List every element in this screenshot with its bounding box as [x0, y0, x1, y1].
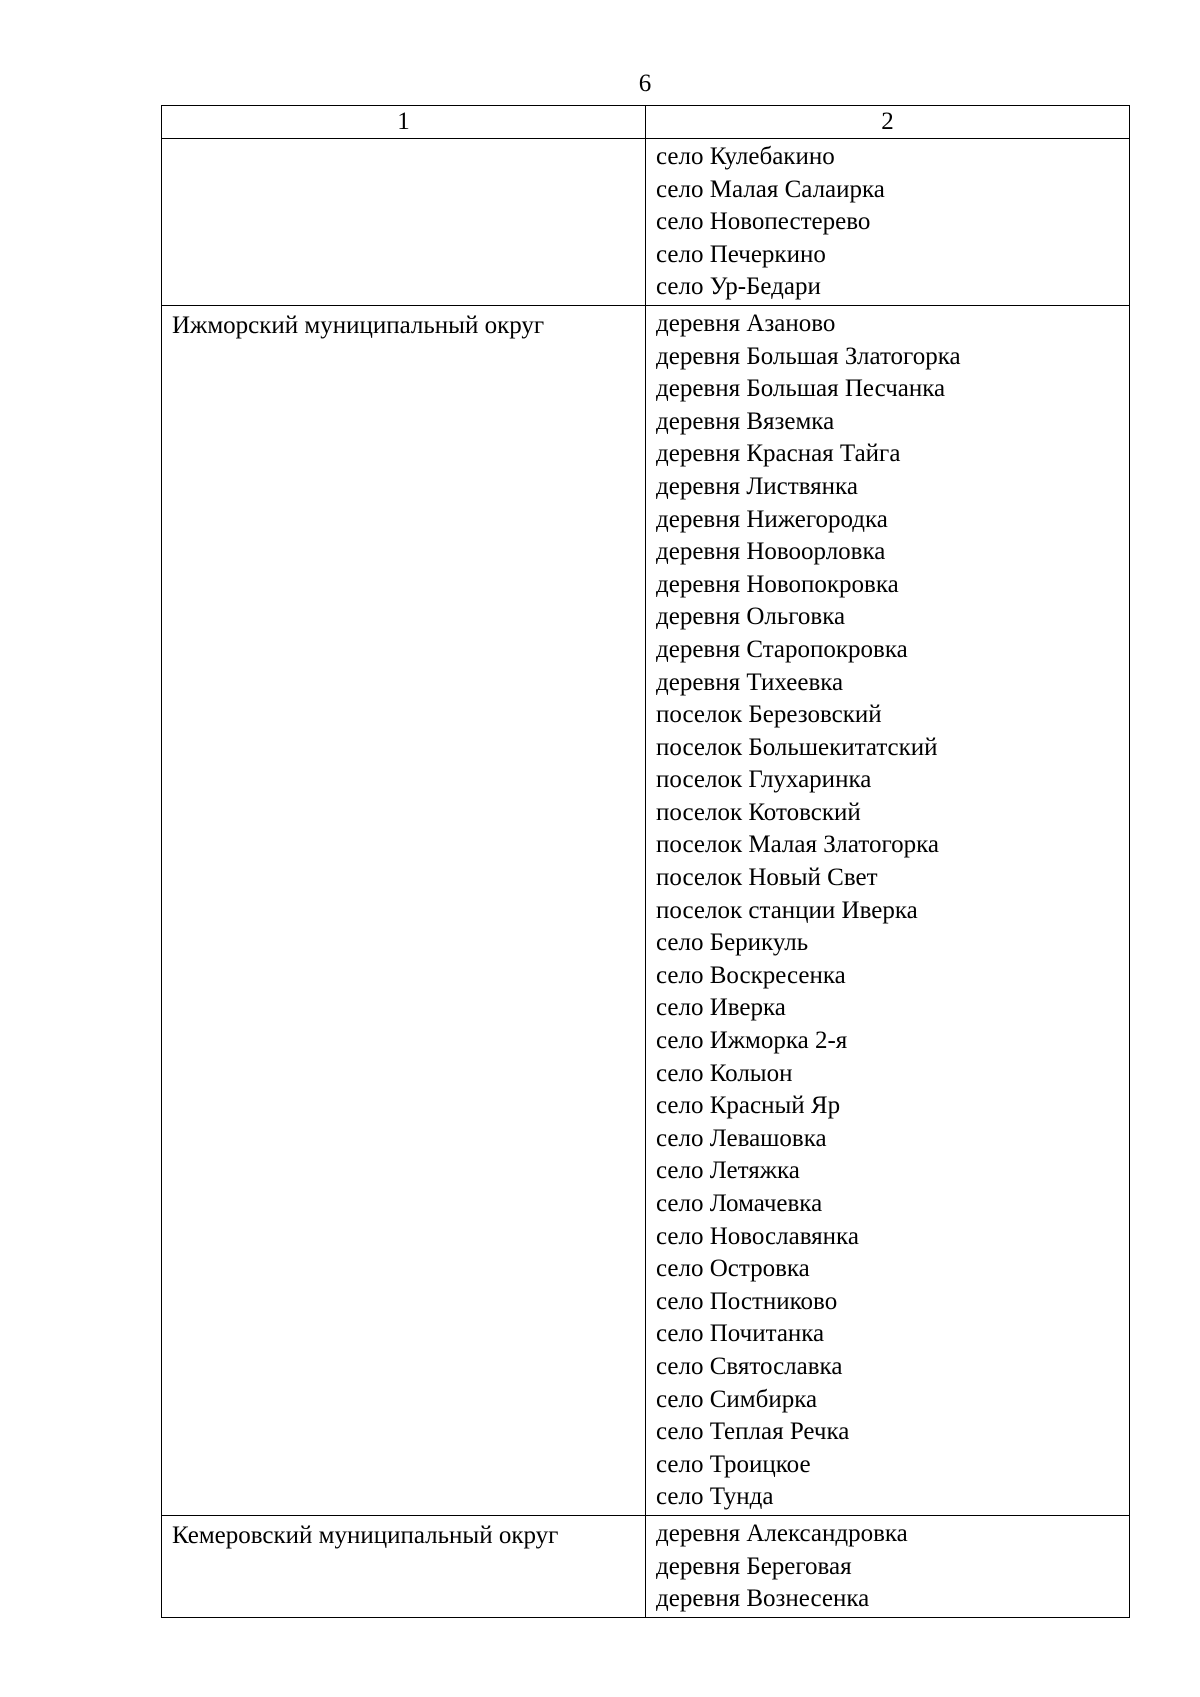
settlement-name: село Малая Салаирка — [656, 175, 885, 203]
settlement-name: деревня Новоорловка — [656, 538, 886, 566]
district-cell: Ижморский муниципальный округ — [162, 305, 646, 1515]
settlement-name: деревня Нижегородка — [656, 505, 888, 533]
settlement-name: поселок Котовский — [656, 798, 861, 826]
settlement-name: деревня Листвянка — [656, 472, 858, 500]
district-cell — [162, 139, 646, 306]
settlement-name: деревня Береговая — [656, 1552, 852, 1580]
settlement-name: село Новопестерево — [656, 208, 871, 236]
settlement-name: деревня Большая Златогорка — [656, 342, 961, 370]
settlement-name: село Красный Яр — [656, 1092, 841, 1120]
settlement-name: село Святославка — [656, 1352, 843, 1380]
table-row — [162, 305, 1130, 1515]
page-number: 6 — [638, 70, 652, 97]
settlement-name: поселок Малая Златогорка — [656, 831, 939, 859]
settlement-name: деревня Старопокровка — [656, 635, 908, 663]
settlement-name: село Ур-Бедари — [656, 273, 821, 301]
settlements-table — [161, 105, 1130, 1618]
settlement-name: село Новославянка — [656, 1222, 859, 1250]
settlement-name: село Теплая Речка — [656, 1418, 850, 1446]
table-row — [162, 1515, 1130, 1617]
settlement-name: село Почитанка — [656, 1320, 825, 1348]
settlement-name: село Ижморка 2-я — [656, 1027, 848, 1055]
settlement-name: село Ломачевка — [656, 1190, 823, 1217]
settlement-name: село Воскресенка — [656, 961, 846, 989]
settlement-name: деревня Александровка — [656, 1519, 908, 1547]
settlement-name: село Симбирка — [656, 1385, 818, 1413]
settlement-name: село Постниково — [656, 1287, 838, 1315]
settlement-name: поселок Большекитатский — [656, 733, 938, 761]
settlement-name: деревня Большая Песчанка — [656, 375, 946, 403]
settlement-name: село Печеркино — [656, 240, 826, 268]
settlement-name: деревня Красная Тайга — [656, 440, 901, 468]
settlement-name: поселок станции Иверка — [656, 896, 918, 924]
settlements-cell — [646, 1515, 1130, 1617]
settlement-name: село Иверка — [656, 994, 786, 1022]
settlement-name: село Летяжка — [656, 1157, 800, 1185]
table-row — [162, 139, 1130, 306]
settlements-cell — [646, 305, 1130, 1515]
settlement-name: деревня Новопокровка — [656, 570, 899, 598]
settlement-name: село Троицкое — [656, 1450, 811, 1478]
settlement-name: село Кулебакино — [656, 143, 835, 170]
settlement-name: поселок Новый Свет — [656, 864, 878, 892]
settlement-name: поселок Глухаринка — [656, 766, 872, 794]
table-body — [162, 139, 1130, 1618]
settlement-name: деревня Тихеевка — [656, 668, 844, 696]
column-header-1: 1 — [162, 106, 646, 139]
settlement-name: поселок Березовский — [656, 701, 882, 729]
settlement-name: деревня Вяземка — [656, 407, 835, 435]
settlement-name: село Тунда — [656, 1483, 774, 1511]
district-cell: Кемеровский муниципальный округ — [162, 1515, 646, 1617]
settlement-name: деревня Азаново — [656, 309, 836, 337]
settlement-name: село Левашовка — [656, 1124, 827, 1152]
settlement-name: село Берикуль — [656, 929, 809, 957]
table-header-row — [162, 106, 1130, 139]
settlement-name: деревня Ольговка — [656, 603, 846, 631]
column-header-2: 2 — [646, 106, 1130, 139]
settlement-name: село Островка — [656, 1255, 810, 1283]
settlements-cell — [646, 139, 1130, 306]
settlement-name: село Колыон — [656, 1059, 793, 1087]
settlement-name: деревня Вознесенка — [656, 1585, 870, 1613]
